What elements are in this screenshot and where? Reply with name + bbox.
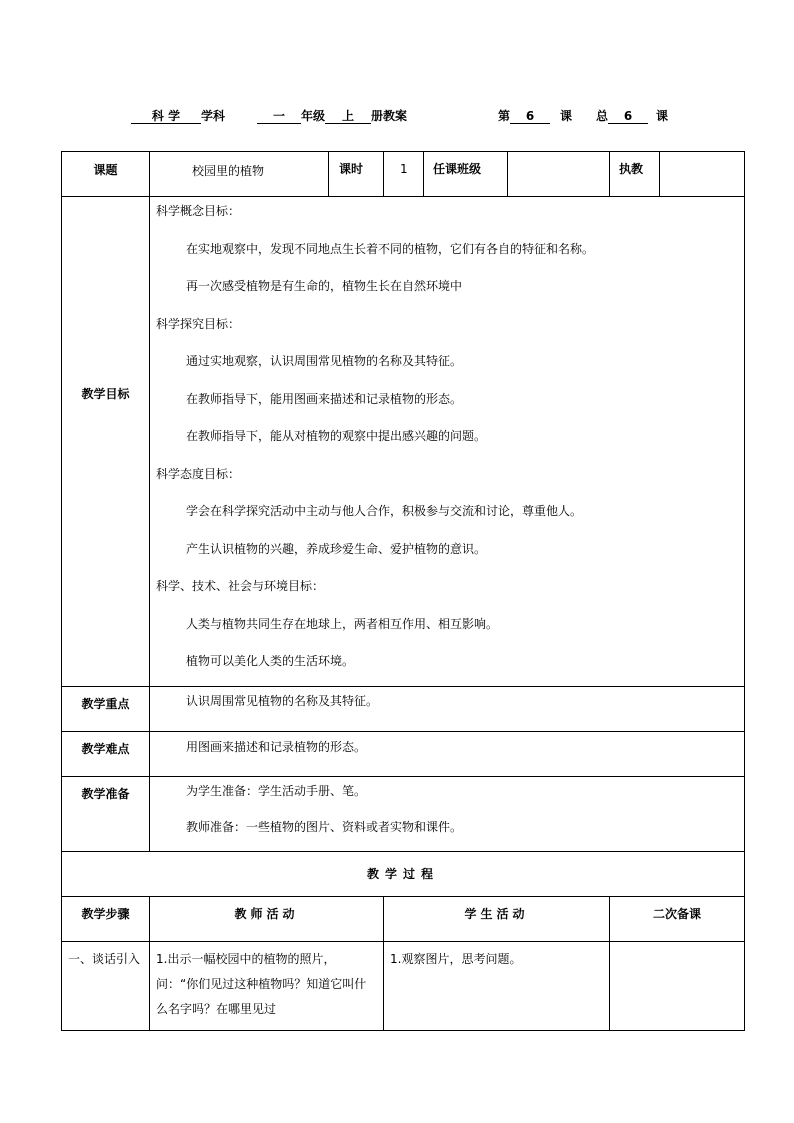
objectives-label: 教学目标 (62, 197, 150, 687)
teacher-label: 执教 (610, 152, 660, 197)
objective-heading: 科学探究目标： (156, 316, 241, 331)
total-prefix: 总 (596, 109, 609, 123)
lesson-number: 6 (510, 109, 550, 124)
difficulties-text: 用图画来描述和记录植物的形态。 (150, 731, 745, 776)
objectives-row (62, 197, 745, 687)
period-label: 课时 (329, 152, 384, 197)
subject-suffix: 学科 (201, 109, 226, 123)
preparation-row (62, 776, 745, 851)
key-points-label: 教学重点 (62, 686, 150, 731)
total-number-group (596, 109, 668, 124)
key-points-text: 认识周围常见植物的名称及其特征。 (150, 686, 745, 731)
key-points-row (62, 686, 745, 731)
col-head-notes: 二次备课 (610, 896, 745, 941)
process-teacher-activity: 1.出示一幅校园中的植物的照片，问：“你们见过这种植物吗？知道它叫什么名字吗？在哪里见过 (150, 941, 384, 1030)
grade-value: 一 (257, 109, 301, 124)
preparation-label: 教学准备 (62, 776, 150, 851)
term-suffix: 册教案 (371, 109, 408, 123)
class-label: 任课班级 (424, 152, 508, 197)
preparation-content (150, 776, 745, 851)
col-head-teacher: 教师活动 (150, 896, 384, 941)
lesson-plan-table (61, 151, 745, 1031)
difficulties-label: 教学难点 (62, 731, 150, 776)
grade-suffix: 年级 (301, 109, 326, 123)
subject-group (131, 109, 225, 124)
class-value (508, 152, 610, 197)
process-header-row (62, 896, 745, 941)
lesson-number-group (498, 109, 572, 124)
objective-item: 产生认识植物的兴趣，养成珍爱生命、爱护植物的意识。 (186, 541, 487, 556)
objective-item: 在教师指导下，能用图画来描述和记录植物的形态。 (186, 391, 463, 406)
topic-label: 课题 (62, 152, 150, 197)
preparation-line: 教师准备：一些植物的图片、资料或者实物和课件。 (186, 819, 463, 834)
objective-heading: 科学态度目标： (156, 466, 241, 481)
subject-value: 科 学 (131, 109, 201, 124)
objective-item: 在实地观察中，发现不同地点生长着不同的植物，它们有各自的特征和名称。 (186, 241, 595, 256)
process-title: 教学过程 (62, 851, 745, 896)
preparation-line: 为学生准备：学生活动手册、笔。 (186, 783, 367, 798)
objective-heading: 科学、技术、社会与环境目标： (156, 579, 325, 593)
objectives-list (156, 198, 744, 686)
objective-item: 植物可以美化人类的生活环境。 (186, 654, 355, 668)
difficulties-row (62, 731, 745, 776)
objective-item: 再一次感受植物是有生命的，植物生长在自然环境中 (186, 279, 463, 293)
process-student-activity: 1.观察图片，思考问题。 (384, 941, 610, 1030)
process-step: 一、谈话引入 (62, 941, 150, 1030)
total-suffix: 课 (656, 109, 669, 123)
objective-item: 通过实地观察，认识周围常见植物的名称及其特征。 (186, 354, 463, 368)
col-head-step: 教学步骤 (62, 896, 150, 941)
objective-item: 在教师指导下，能从对植物的观察中提出感兴趣的问题。 (186, 429, 487, 443)
info-row (62, 152, 745, 197)
objective-item: 学会在科学探究活动中主动与他人合作，积极参与交流和讨论，尊重他人。 (186, 504, 583, 518)
process-row (62, 941, 745, 1030)
process-title-row (62, 851, 745, 896)
objectives-content (150, 197, 745, 687)
term-value: 上 (325, 109, 371, 124)
process-notes (610, 941, 745, 1030)
teacher-value (660, 152, 745, 197)
col-head-student: 学生活动 (384, 896, 610, 941)
objective-heading: 科学概念目标： (156, 204, 241, 218)
page-header (0, 109, 794, 129)
grade-group (257, 109, 407, 124)
lesson-suffix: 课 (560, 109, 573, 123)
total-number: 6 (608, 109, 648, 124)
period-value: 1 (384, 152, 424, 197)
topic-value: 校园里的植物 (150, 152, 329, 197)
objective-item: 人类与植物共同生存在地球上，两者相互作用、相互影响。 (186, 616, 499, 631)
lesson-prefix: 第 (498, 109, 511, 123)
